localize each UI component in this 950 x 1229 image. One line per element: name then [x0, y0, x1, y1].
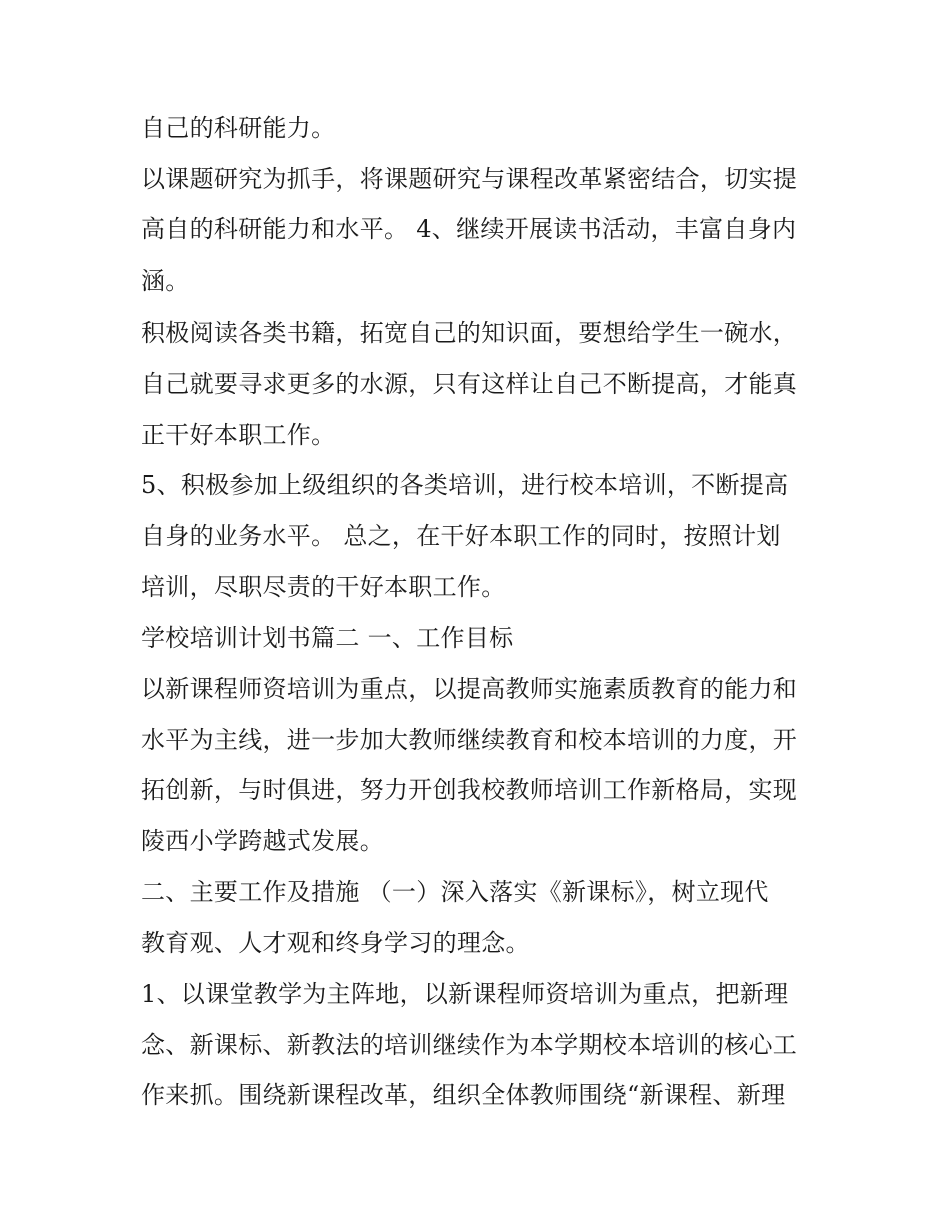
text-line: 陵西小学跨越式发展。 [141, 827, 384, 855]
text-line: 积极阅读各类书籍，拓宽自己的知识面，要想给学生一碗水， [141, 319, 798, 347]
text-line: 正干好本职工作。 [141, 421, 336, 449]
text-line: 学校培训计划书篇二 一、工作目标 [141, 624, 514, 652]
text-line: 自己的科研能力。 [141, 114, 336, 142]
text-line: 以新课程师资培训为重点，以提高教师实施素质教育的能力和 [141, 675, 798, 703]
text-line: 以课题研究为抓手，将课题研究与课程改革紧密结合，切实提 [141, 165, 798, 193]
text-line: 1、以课堂教学为主阵地，以新课程师资培训为重点，把新理 [141, 980, 789, 1008]
text-line: 念、新课标、新教法的培训继续作为本学期校本培训的核心工 [141, 1031, 798, 1059]
text-line: 5、积极参加上级组织的各类培训，进行校本培训，不断提高 [141, 471, 789, 499]
text-line: 培训，尽职尽责的干好本职工作。 [141, 573, 506, 601]
text-line: 作来抓。围绕新课程改革，组织全体教师围绕“新课程、新理 [141, 1081, 786, 1109]
text-line: 自身的业务水平。 总之，在干好本职工作的同时，按照计划 [141, 522, 781, 550]
text-line: 水平为主线，进一步加大教师继续教育和校本培训的力度，开 [141, 726, 798, 754]
text-line: 拓创新，与时俱进，努力开创我校教师培训工作新格局，实现 [141, 776, 798, 804]
text-line: 高自的科研能力和水平。 4、继续开展读书活动，丰富自身内 [141, 215, 797, 243]
text-line: 二、主要工作及措施 （一）深入落实《新课标》，树立现代 [141, 878, 769, 906]
text-line: 涵。 [141, 267, 190, 295]
text-line: 自己就要寻求更多的水源，只有这样让自己不断提高，才能真 [141, 370, 798, 398]
text-line: 教育观、人才观和终身学习的理念。 [141, 929, 530, 957]
